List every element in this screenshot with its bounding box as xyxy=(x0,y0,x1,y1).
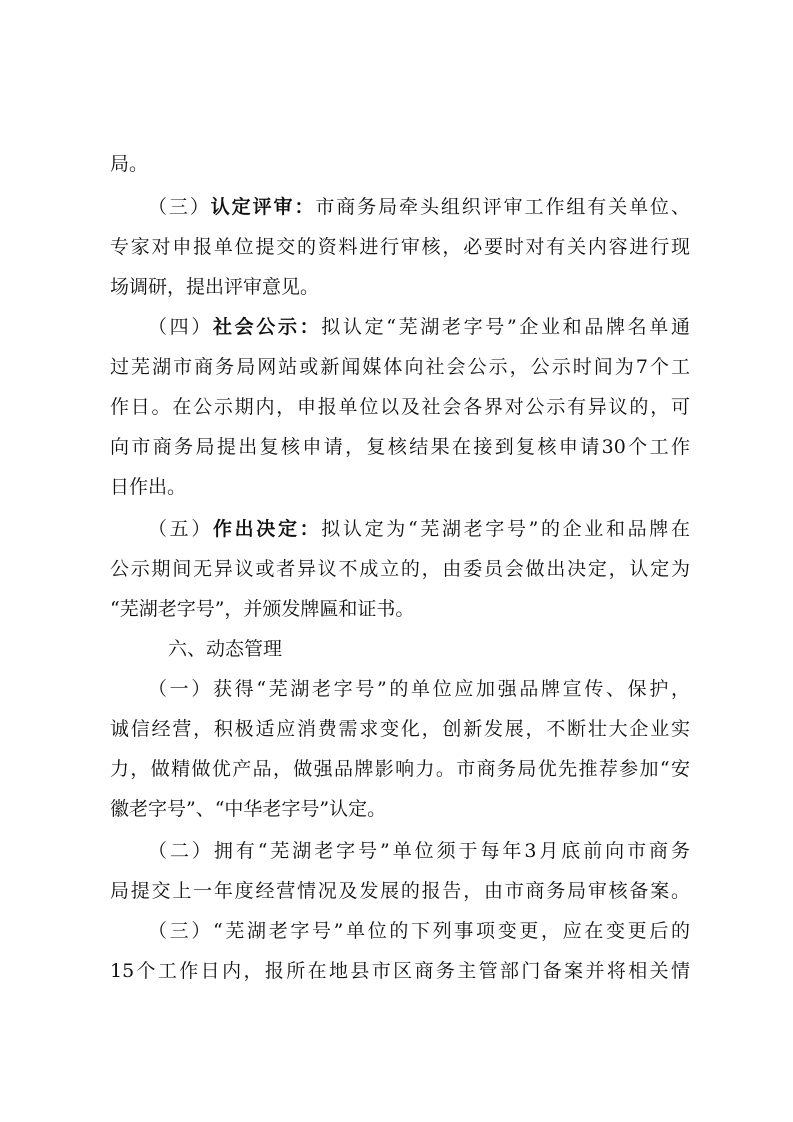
paragraph-line: 徽老字号”、“中华老字号”认定。 xyxy=(110,798,387,820)
paragraph-line: （四）社会公示：拟认定“芜湖老字号”企业和品牌名单通 xyxy=(148,316,690,338)
paragraph-line: 局。 xyxy=(110,153,149,175)
paragraph-line: 向市商务局提出复核申请，复核结果在接到复核申请30个工作 xyxy=(110,436,690,458)
paragraph-line: 专家对申报单位提交的资料进行审核，必要时对有关内容进行现 xyxy=(110,236,690,258)
paragraph-line: （五）作出决定：拟认定为“芜湖老字号”的企业和品牌在 xyxy=(148,518,690,540)
paragraph-line: （三）认定评审：市商务局牵头组织评审工作组有关单位、 xyxy=(148,196,690,218)
paragraph-line: 日作出。 xyxy=(110,476,187,498)
paragraph-line: 公示期间无异议或者异议不成立的，由委员会做出决定，认定为 xyxy=(110,558,690,580)
paragraph-line: 过芜湖市商务局网站或新闻媒体向社会公示，公示时间为7个工 xyxy=(110,356,690,378)
paragraph-line: 局提交上一年度经营情况及发展的报告，由市商务局审核备案。 xyxy=(110,880,690,902)
paragraph-line: 作日。在公示期内，申报单位以及社会各界对公示有异议的，可 xyxy=(110,396,690,418)
paragraph-line: （一）获得“芜湖老字号”的单位应加强品牌宣传、保护， xyxy=(148,678,690,700)
bold-term: 作出决定： xyxy=(212,518,322,540)
section-heading: 六、动态管理 xyxy=(168,638,283,660)
paragraph-line: “芜湖老字号”，并颁发牌匾和证书。 xyxy=(110,598,415,620)
paragraph-line: 诚信经营，积极适应消费需求变化，创新发展，不断壮大企业实 xyxy=(110,718,690,740)
bold-term: 认定评审： xyxy=(210,196,316,218)
paragraph-line: （三）“芜湖老字号”单位的下列事项变更，应在变更后的 xyxy=(148,920,690,942)
paragraph-line: 15个工作日内，报所在地县市区商务主管部门备案并将相关情 xyxy=(110,960,690,982)
paragraph-line: （二）拥有“芜湖老字号”单位须于每年3月底前向市商务 xyxy=(148,840,690,862)
paragraph-line: 力，做精做优产品，做强品牌影响力。市商务局优先推荐参加“安 xyxy=(110,758,690,780)
bold-term: 社会公示： xyxy=(212,316,322,338)
paragraph-line: 场调研，提出评审意见。 xyxy=(110,276,320,298)
